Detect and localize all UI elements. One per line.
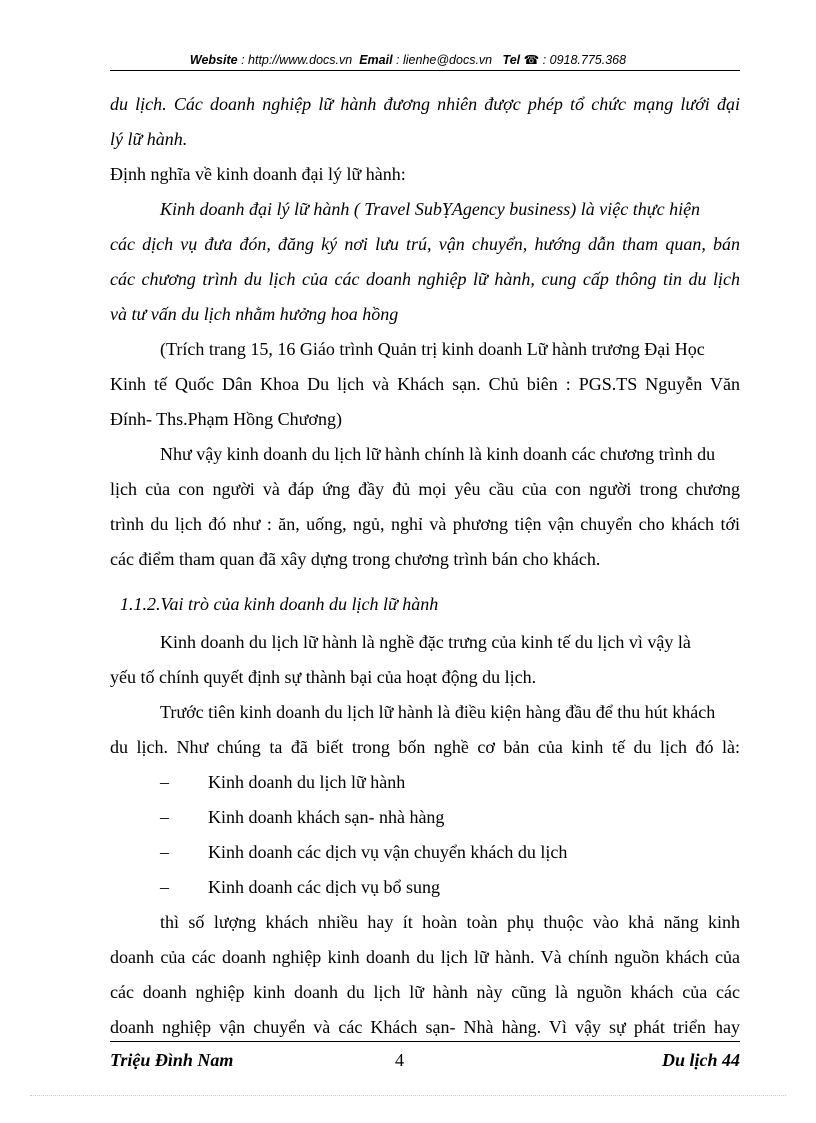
paragraph-line: thì số lượng khách nhiều hay ít hoàn toàn phụ thuộc vào khả năng kinh [160,912,740,932]
footer-author: Triệu Đình Nam [110,1050,234,1070]
email-value: : lienhe@docs.vn [396,53,493,67]
website-value: : http://www.docs.vn [241,53,353,67]
email-label: Email [359,53,393,67]
paragraph-line: các dịch vụ đưa đón, đăng ký nơi lưu trú, vận chuyển, hướng dẫn tham quan, bán [110,234,740,254]
paragraph-line: du lịch. Như chúng ta đã biết trong bốn nghề cơ bản của kinh tế du lịch đó là: [110,737,740,757]
section-heading: 1.1.2.Vai trò của kinh doanh du lịch lữ hành [120,594,439,614]
list-item: Kinh doanh du lịch lữ hành [208,772,406,792]
paragraph-line: các chương trình du lịch của các doanh nghiệp lữ hành, cung cấp thông tin du lịch [110,269,740,289]
tel-value: : 0918.775.368 [542,53,627,67]
paragraph-line: yếu tố chính quyết định sự thành bại của hoạt động du lịch. [110,667,537,687]
paragraph-line: doanh nghiệp vận chuyển và các Khách sạn- Nhà hàng. Vì vậy sự phát triển hay [110,1017,740,1037]
list-dash: – [160,807,169,827]
list-item: Kinh doanh khách sạn- nhà hàng [208,807,445,827]
paragraph-line: các doanh nghiệp kinh doanh du lịch lữ hành này cũng là nguồn khách của các [110,982,740,1002]
page-bottom-border [30,1095,786,1096]
tel-label: Tel ☎ [502,53,540,67]
website-label: Website [189,53,238,67]
citation-line: Kinh tế Quốc Dân Khoa Du lịch và Khách sạn. Chủ biên : PGS.TS Nguyễn Văn [110,374,740,394]
paragraph-line: các điểm tham quan đã xây dựng trong chương trình bán cho khách. [110,549,601,569]
paragraph-line: lịch của con người và đáp ứng đầy đủ mọi yêu cầu của con người trong chương [110,479,740,499]
list-item: Kinh doanh các dịch vụ bổ sung [208,877,440,897]
page-header [0,52,816,67]
citation-line: Đính- Ths.Phạm Hồng Chương) [110,409,342,429]
list-item: Kinh doanh các dịch vụ vận chuyển khách du lịch [208,842,568,862]
list-dash: – [160,772,169,792]
citation-line: (Trích trang 15, 16 Giáo trình Quản trị kinh doanh Lữ hành trương Đại Học [160,339,705,359]
paragraph-line: Trước tiên kinh doanh du lịch lữ hành là điều kiện hàng đầu để thu hút khách [160,702,716,722]
paragraph-line: Kinh doanh du lịch lữ hành là nghề đặc trưng của kinh tế du lịch vì vậy là [160,632,691,652]
footer-class: Du lịch 44 [661,1050,740,1070]
paragraph-line: và tư vấn du lịch nhằm hưởng hoa hồng [110,304,399,324]
paragraph-line: doanh của các doanh nghiệp kinh doanh du lịch lữ hành. Và chính nguồn khách của [110,947,740,967]
paragraph-line: lý lữ hành. [110,129,188,149]
list-dash: – [160,877,169,897]
page-number: 4 [395,1050,404,1070]
footer-divider [110,1041,740,1042]
definition-heading: Định nghĩa về kinh doanh đại lý lữ hành: [110,164,406,184]
paragraph-line: Như vậy kinh doanh du lịch lữ hành chính là kinh doanh các chương trình du [160,444,716,464]
paragraph-line: du lịch. Các doanh nghiệp lữ hành đương nhiên được phép tổ chức mạng lưới đại [110,94,740,114]
list-dash: – [160,842,169,862]
paragraph-line: trình du lịch đó như : ăn, uống, ngủ, nghỉ và phương tiện vận chuyển cho khách tới [110,514,740,534]
paragraph-line: Kinh doanh đại lý lữ hành ( Travel SubỴAgency business) là việc thực hiện [160,199,701,219]
header-divider [110,70,740,71]
